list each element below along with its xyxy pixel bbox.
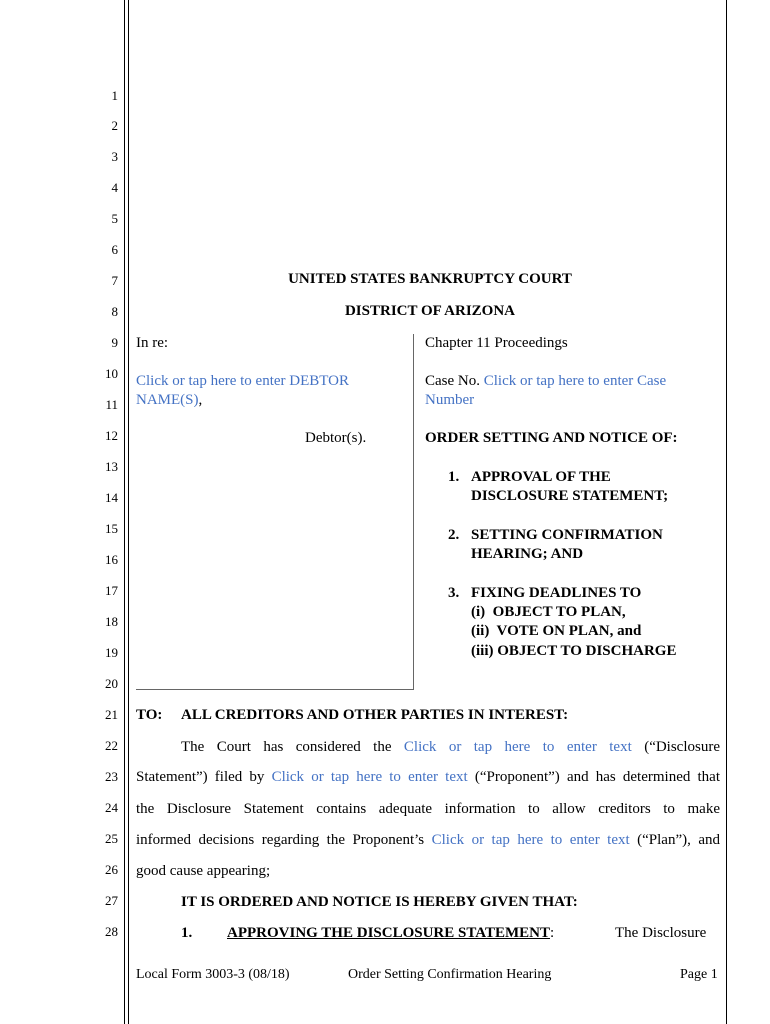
proponent-field[interactable]: Click or tap here to enter text	[271, 769, 468, 785]
line-number: 26	[105, 862, 118, 877]
line-number: 14	[105, 490, 118, 505]
chapter-label: Chapter 11 Proceedings	[425, 335, 568, 351]
disclosure-statement-field[interactable]: Click or tap here to enter text	[403, 739, 632, 755]
line-number: 10	[105, 366, 118, 381]
item-3-number: 3.	[448, 585, 460, 601]
right-margin-line	[726, 0, 727, 1024]
line-number: 15	[105, 521, 118, 536]
footer-page-number: Page 1	[680, 967, 718, 982]
body-line-24: the Disclosure Statement contains adequate information to allow creditors to make	[136, 801, 720, 817]
item-2-number: 2.	[448, 527, 460, 543]
left-margin-line-2	[128, 0, 129, 1024]
line-number: 27	[105, 893, 118, 908]
footer-form-number: Local Form 3003-3 (08/18)	[136, 967, 290, 982]
section-1-heading	[227, 924, 554, 943]
item-1-line2: DISCLOSURE STATEMENT;	[471, 488, 669, 504]
body-text: (“Proponent”) and has determined that	[467, 769, 720, 785]
item-1-line1: APPROVAL OF THE	[471, 469, 611, 485]
section-1-text: The Disclosure	[615, 925, 707, 941]
line-number: 2	[111, 118, 118, 133]
line-number: 9	[111, 335, 118, 350]
body-line-23	[136, 768, 720, 787]
order-title: ORDER SETTING AND NOTICE OF:	[425, 430, 678, 446]
footer-document-title: Order Setting Confirmation Hearing	[348, 967, 552, 982]
debtor-name-placeholder[interactable]: NAME(S)	[136, 392, 199, 408]
line-number: 23	[105, 769, 118, 784]
caption-box-divider	[413, 334, 414, 690]
line-number: 20	[105, 676, 118, 691]
line-number: 19	[105, 645, 118, 660]
debtor-comma: ,	[198, 392, 203, 408]
line-number: 24	[105, 800, 118, 815]
line-number: 25	[105, 831, 118, 846]
line-number: 21	[105, 707, 118, 722]
plan-field[interactable]: Click or tap here to enter text	[431, 832, 630, 848]
line-number: 6	[111, 242, 118, 257]
debtor-name-field[interactable]: Click or tap here to enter DEBTOR	[136, 373, 350, 389]
item-3-line2: (i) OBJECT TO PLAN,	[471, 604, 626, 620]
body-text: The Court has considered the	[181, 739, 404, 755]
line-number: 8	[111, 304, 118, 319]
body-text: (“Plan”), and	[629, 832, 720, 848]
ordered-heading: IT IS ORDERED AND NOTICE IS HEREBY GIVEN THAT:	[181, 894, 578, 910]
section-1-number: 1.	[181, 925, 193, 941]
item-3-line4: (iii) OBJECT TO DISCHARGE	[471, 643, 677, 659]
line-number: 22	[105, 738, 118, 753]
section-1-title: APPROVING THE DISCLOSURE STATEMENT	[227, 925, 550, 941]
item-1-number: 1.	[448, 469, 460, 485]
line-number: 18	[105, 614, 118, 629]
caption-box-bottom	[136, 689, 414, 690]
debtor-name-field-line2[interactable]	[136, 391, 202, 410]
debtors-label: Debtor(s).	[305, 430, 367, 446]
line-number: 16	[105, 552, 118, 567]
line-number: 5	[111, 211, 118, 226]
body-line-26: good cause appearing;	[136, 863, 271, 879]
body-line-22	[181, 738, 720, 757]
line-number: 7	[111, 273, 118, 288]
body-text: informed decisions regarding the Proponent’s	[136, 832, 432, 848]
line-number: 13	[105, 459, 118, 474]
to-label: TO:	[136, 707, 163, 723]
court-name: UNITED STATES BANKRUPTCY COURT	[288, 271, 572, 287]
body-line-25	[136, 831, 720, 850]
case-no-label: Case No.	[425, 373, 484, 389]
line-number: 3	[111, 149, 118, 164]
line-number: 11	[105, 397, 118, 412]
case-number-field-line2[interactable]: Number	[425, 392, 475, 408]
to-recipients: ALL CREDITORS AND OTHER PARTIES IN INTEREST:	[181, 707, 569, 723]
item-2-line1: SETTING CONFIRMATION	[471, 527, 663, 543]
case-number-line1	[425, 372, 666, 391]
line-number: 4	[111, 180, 118, 195]
item-3-line1: FIXING DEADLINES TO	[471, 585, 642, 601]
body-text: Statement”) filed by	[136, 769, 272, 785]
line-number: 17	[105, 583, 118, 598]
body-text: (“Disclosure	[631, 739, 720, 755]
line-number: 28	[105, 924, 118, 939]
item-3-line3: (ii) VOTE ON PLAN, and	[471, 623, 642, 639]
item-2-line2: HEARING; AND	[471, 546, 584, 562]
section-1-colon: :	[549, 925, 555, 941]
line-number: 12	[105, 428, 118, 443]
in-re-label: In re:	[136, 335, 169, 351]
district-name: DISTRICT OF ARIZONA	[344, 303, 516, 319]
left-margin-line-1	[124, 0, 125, 1024]
case-number-field[interactable]: Click or tap here to enter Case	[483, 373, 667, 389]
line-number: 1	[111, 88, 118, 103]
